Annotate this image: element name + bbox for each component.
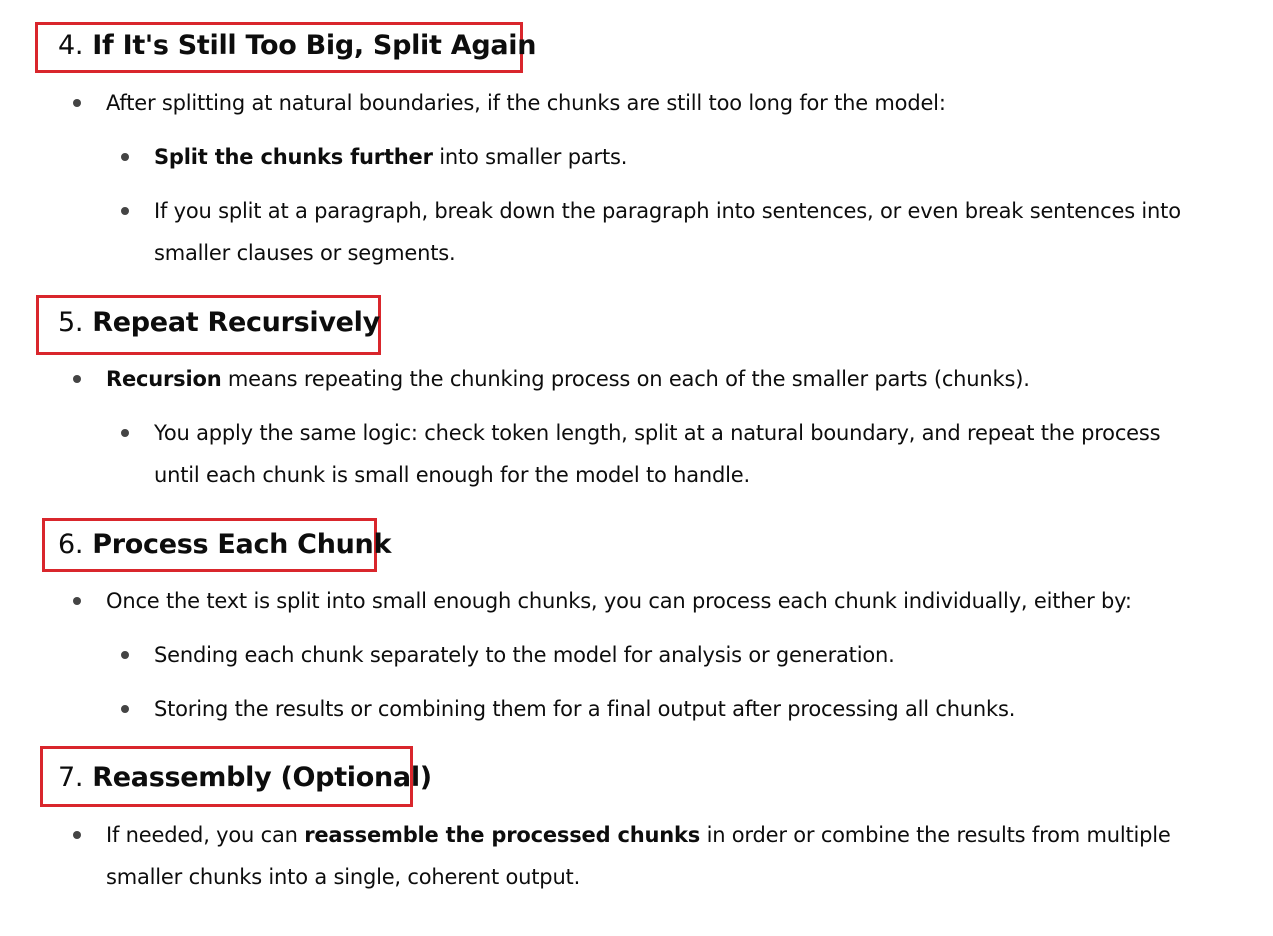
- bullet-dot: [121, 429, 129, 437]
- list-item-bold: Split the chunks further: [154, 145, 433, 169]
- bullet-dot: [121, 705, 129, 713]
- list-item-text: Once the text is split into small enough chunks, you can process each chunk individually, either by:: [106, 589, 1132, 613]
- bullet-dot: [121, 153, 129, 161]
- sub-list-item: [154, 688, 1204, 730]
- list-item: [106, 814, 1186, 898]
- sub-list-item: [154, 136, 1204, 178]
- list-item: [106, 580, 1216, 622]
- list-item-bold: reassemble the processed chunks: [304, 823, 701, 847]
- list-item: [106, 358, 1216, 400]
- list-item: [106, 82, 1216, 124]
- section-number: 5.: [58, 307, 84, 338]
- list-item-text: in order or combine the results from multiple smaller chunks into a single, coherent output.: [106, 823, 1171, 889]
- bullet-dot: [121, 207, 129, 215]
- section-title: Reassembly (Optional): [92, 762, 432, 793]
- section-title: Repeat Recursively: [92, 307, 380, 338]
- bullet-dot: [121, 651, 129, 659]
- list-item-text: Sending each chunk separately to the model for analysis or generation.: [154, 643, 895, 667]
- list-item-text: Storing the results or combining them for a final output after processing all chunks.: [154, 697, 1016, 721]
- bullet-dot: [73, 831, 81, 839]
- section-number: 6.: [58, 529, 84, 560]
- section-heading: [58, 527, 391, 563]
- sub-list-item: [154, 190, 1204, 274]
- list-item-bold: Recursion: [106, 367, 222, 391]
- bullet-dot: [73, 597, 81, 605]
- section-heading: [58, 305, 380, 341]
- section-number: 7.: [58, 762, 84, 793]
- section-heading: [58, 28, 536, 64]
- list-item-text: If needed, you can: [106, 823, 305, 847]
- list-item-text: into smaller parts.: [432, 145, 628, 169]
- bullet-dot: [73, 99, 81, 107]
- sub-list-item: [154, 412, 1204, 496]
- section-title: Process Each Chunk: [92, 529, 392, 560]
- section-title: If It's Still Too Big, Split Again: [92, 30, 537, 61]
- section-heading: [58, 760, 432, 796]
- list-item-text: If you split at a paragraph, break down the paragraph into sentences, or even break sentences into smaller clauses or segments.: [154, 199, 1181, 265]
- section-number: 4.: [58, 30, 84, 61]
- list-item-text: means repeating the chunking process on each of the smaller parts (chunks).: [221, 367, 1030, 391]
- bullet-dot: [73, 375, 81, 383]
- list-item-text: After splitting at natural boundaries, if the chunks are still too long for the model:: [106, 91, 946, 115]
- list-item-text: You apply the same logic: check token length, split at a natural boundary, and repeat the process until each chunk is small enough for the model to handle.: [154, 421, 1161, 487]
- sub-list-item: [154, 634, 1204, 676]
